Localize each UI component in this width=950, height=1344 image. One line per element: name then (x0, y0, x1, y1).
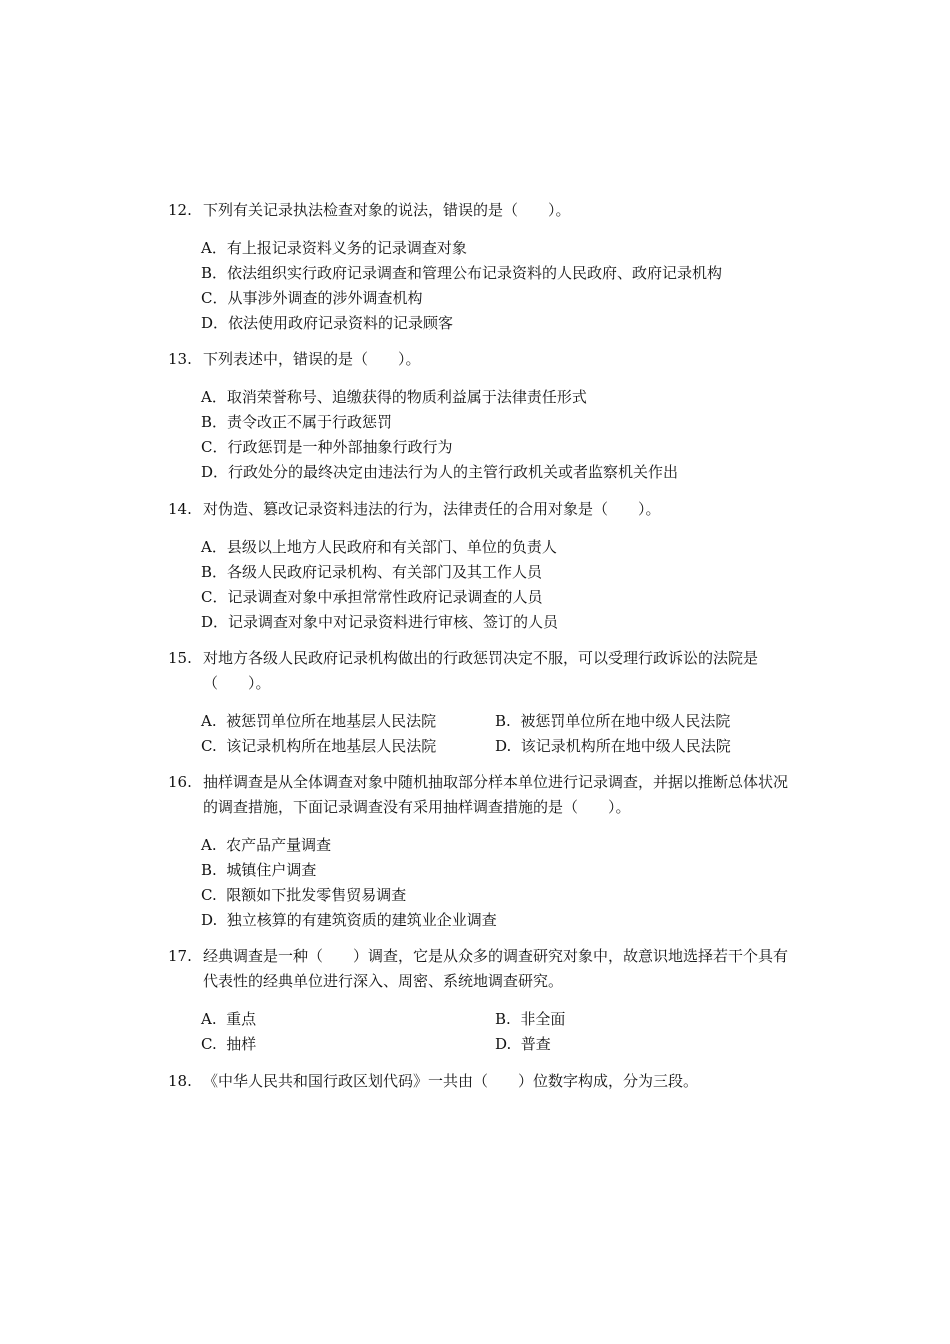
question-stem (168, 646, 788, 696)
question-15 (168, 646, 788, 759)
option-list (168, 535, 788, 635)
question-13 (168, 347, 788, 485)
option-c: C．记录调查对象中承担常常性政府记录调查的人员 (201, 588, 543, 606)
question-18 (168, 1069, 788, 1094)
option-a: A．有上报记录资料义务的记录调查对象 (201, 239, 467, 257)
option-a: A. 重点 (201, 1010, 257, 1028)
question-text: 《中华人民共和国行政区划代码》一共由（ ）位数字构成，分为三段。 (203, 1072, 699, 1090)
question-text: 经典调查是一种（ ）调查，它是从众多的调查研究对象中，故意识地选择若干个具有代表性的经典单位进行深入、周密、系统地调查研究。 (203, 947, 789, 990)
option-a: A．县级以上地方人民政府和有关部门、单位的负责人 (201, 538, 557, 556)
option-d: D．记录调查对象中对记录资料进行审核、签订的人员 (201, 613, 559, 631)
question-stem (168, 198, 788, 223)
option-a: A. 农产品产量调查 (201, 836, 332, 854)
question-12 (168, 198, 788, 336)
option-d: D. 普查 (495, 1035, 551, 1053)
option-list (168, 236, 788, 336)
question-number: 13. (168, 350, 192, 368)
question-text: 抽样调查是从全体调查对象中随机抽取部分样本单位进行记录调查，并据以推断总体状况的调查措施，下面记录调查没有采用抽样调查措施的是（ ）。 (203, 773, 789, 816)
option-c: C．行政惩罚是一种外部抽象行政行为 (201, 438, 453, 456)
question-text: 下列有关记录执法检查对象的说法，错误的是（ ）。 (203, 201, 571, 219)
option-grid (168, 1007, 788, 1057)
question-stem (168, 1069, 788, 1094)
question-17 (168, 944, 788, 1057)
option-d: D. 该记录机构所在地中级人民法院 (495, 737, 731, 755)
question-number: 12. (168, 201, 192, 219)
option-c: C. 该记录机构所在地基层人民法院 (201, 737, 437, 755)
option-list (168, 385, 788, 485)
question-text: 对伪造、篡改记录资料违法的行为，法律责任的合用对象是（ ）。 (203, 500, 661, 518)
option-c: C. 抽样 (201, 1035, 257, 1053)
question-text: 对地方各级人民政府记录机构做出的行政惩罚决定不服，可以受理行政诉讼的法院是（ ）。 (203, 649, 759, 692)
option-a: A. 被惩罚单位所在地基层人民法院 (201, 712, 437, 730)
option-b: B. 非全面 (495, 1010, 566, 1028)
question-number: 16. (168, 773, 192, 791)
question-16 (168, 770, 788, 933)
option-b: B．责令改正不属于行政惩罚 (201, 413, 393, 431)
option-d: D．行政处分的最终决定由违法行为人的主管行政机关或者监察机关作出 (201, 463, 679, 481)
question-stem (168, 347, 788, 372)
option-b: B. 城镇住户调查 (201, 861, 317, 879)
option-b: B. 被惩罚单位所在地中级人民法院 (495, 712, 731, 730)
question-stem (168, 497, 788, 522)
option-c: C. 限额如下批发零售贸易调查 (201, 886, 407, 904)
option-b: B．各级人民政府记录机构、有关部门及其工作人员 (201, 563, 543, 581)
question-number: 17. (168, 947, 192, 965)
option-d: D．依法使用政府记录资料的记录顾客 (201, 314, 454, 332)
question-stem (168, 944, 788, 994)
question-number: 18. (168, 1072, 192, 1090)
question-14 (168, 497, 788, 635)
question-number: 14. (168, 500, 192, 518)
option-list (168, 833, 788, 933)
option-b: B．依法组织实行政府记录调查和管理公布记录资料的人民政府、政府记录机构 (201, 264, 723, 282)
question-text: 下列表述中，错误的是（ ）。 (203, 350, 421, 368)
question-number: 15. (168, 649, 192, 667)
option-d: D. 独立核算的有建筑资质的建筑业企业调查 (201, 911, 497, 929)
option-a: A．取消荣誉称号、追缴获得的物质利益属于法律责任形式 (201, 388, 587, 406)
option-c: C．从事涉外调查的涉外调查机构 (201, 289, 423, 307)
option-grid (168, 709, 788, 759)
question-stem (168, 770, 788, 820)
